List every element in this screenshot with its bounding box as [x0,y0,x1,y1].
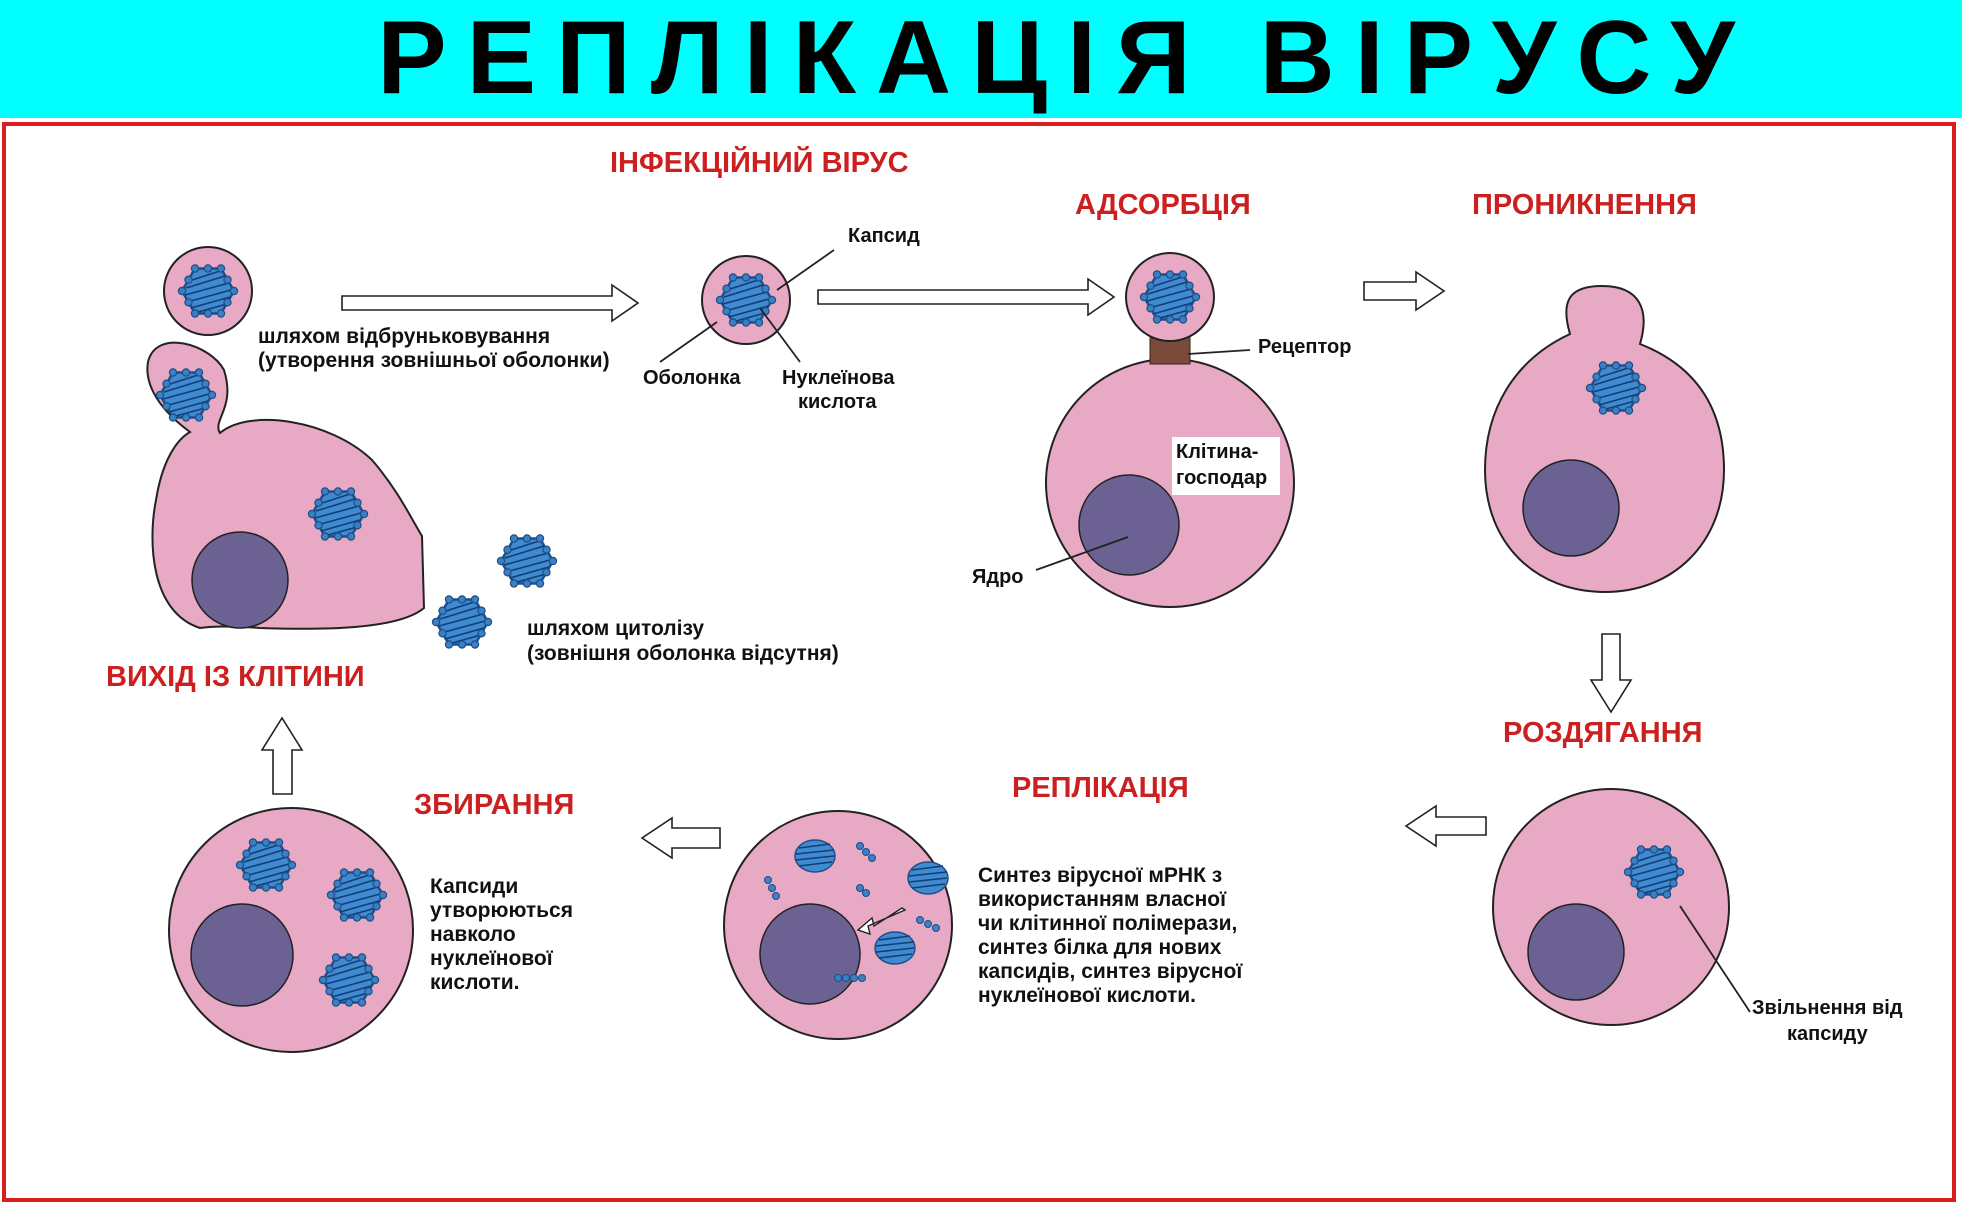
assembly-desc-2: утворюються [430,899,573,922]
arrow-right-1 [342,285,638,321]
replication-desc-3: чи клітинної полімерази, [978,912,1238,935]
cytolysis-label-1: шляхом цитолізу [527,617,705,640]
assembly-cell [169,808,413,1052]
stage-label-uncoating: РОЗДЯГАННЯ [1503,717,1703,749]
replication-desc-5: капсидів, синтез вірусної [978,960,1243,983]
stage-label-adsorption: АДСОРБЦІЯ [1075,189,1251,221]
assembly-desc-5: кислоти. [430,971,520,994]
infectious-virus [660,250,834,362]
replication-desc-6: нуклеїнової кислоти. [978,984,1196,1007]
nucleus-icon [192,532,288,628]
budding-label-2: (утворення зовнішньої оболонки) [258,349,610,372]
arrow-down-1 [1591,634,1631,712]
replication-cell [724,811,952,1039]
assembly-desc-4: нуклеїнової [430,947,553,970]
replication-desc-4: синтез білка для нових [978,936,1222,959]
capsid-label: Капсид [848,225,920,247]
replication-desc-1: Синтез вірусної мРНК з [978,864,1223,887]
arrow-left-2 [642,818,720,858]
host-cell-label-2: господар [1176,467,1268,489]
nucleus-icon [191,904,293,1006]
stage-label-penetration: ПРОНИКНЕННЯ [1472,189,1697,221]
stage-label-replication: РЕПЛІКАЦІЯ [1012,772,1189,804]
assembly-desc-1: Капсиди [430,875,519,898]
receptor-label: Рецептор [1258,336,1352,358]
stage-label-infectious-virus: ІНФЕКЦІЙНИЙ ВІРУС [610,147,909,179]
release-label-2: капсиду [1787,1023,1868,1045]
uncoating-cell [1493,789,1750,1025]
lysis-virus-icon [432,596,491,648]
lysis-virus-icon [497,535,556,587]
nucleus-label: Ядро [972,566,1024,588]
nucleus-icon [1079,475,1179,575]
arrow-up-1 [262,718,302,794]
nucleic-acid-icon [875,932,915,964]
budding-label-1: шляхом відбруньковування [258,325,551,348]
adsorption-cell [1036,253,1294,607]
nucleus-icon [760,904,860,1004]
arrow-right-2 [818,279,1114,315]
arrow-left-1 [1406,806,1486,846]
envelope-label: Оболонка [643,367,741,389]
penetration-cell [1485,286,1724,592]
stage-label-exit: ВИХІД ІЗ КЛІТИНИ [106,661,365,693]
stage-label-assembly: ЗБИРАННЯ [414,789,575,821]
cytolysis-label-2: (зовнішня оболонка відсутня) [527,642,839,665]
nucleic-acid-icon [908,862,948,894]
nucleic-acid-label-2: кислота [798,391,877,413]
arrow-right-3 [1364,272,1444,310]
nucleic-acid-icon [795,840,835,872]
nucleic-acid-label-1: Нуклеїнова [782,367,895,389]
assembly-desc-3: навколо [430,923,516,946]
release-label-1: Звільнення від [1752,997,1903,1019]
nucleus-icon [1528,904,1624,1000]
host-cell-label-1: Клітина- [1176,441,1259,463]
replication-desc-2: використанням власної [978,888,1227,911]
nucleus-icon [1523,460,1619,556]
page-title: РЕПЛІКАЦІЯ ВІРУСУ [377,0,1755,116]
